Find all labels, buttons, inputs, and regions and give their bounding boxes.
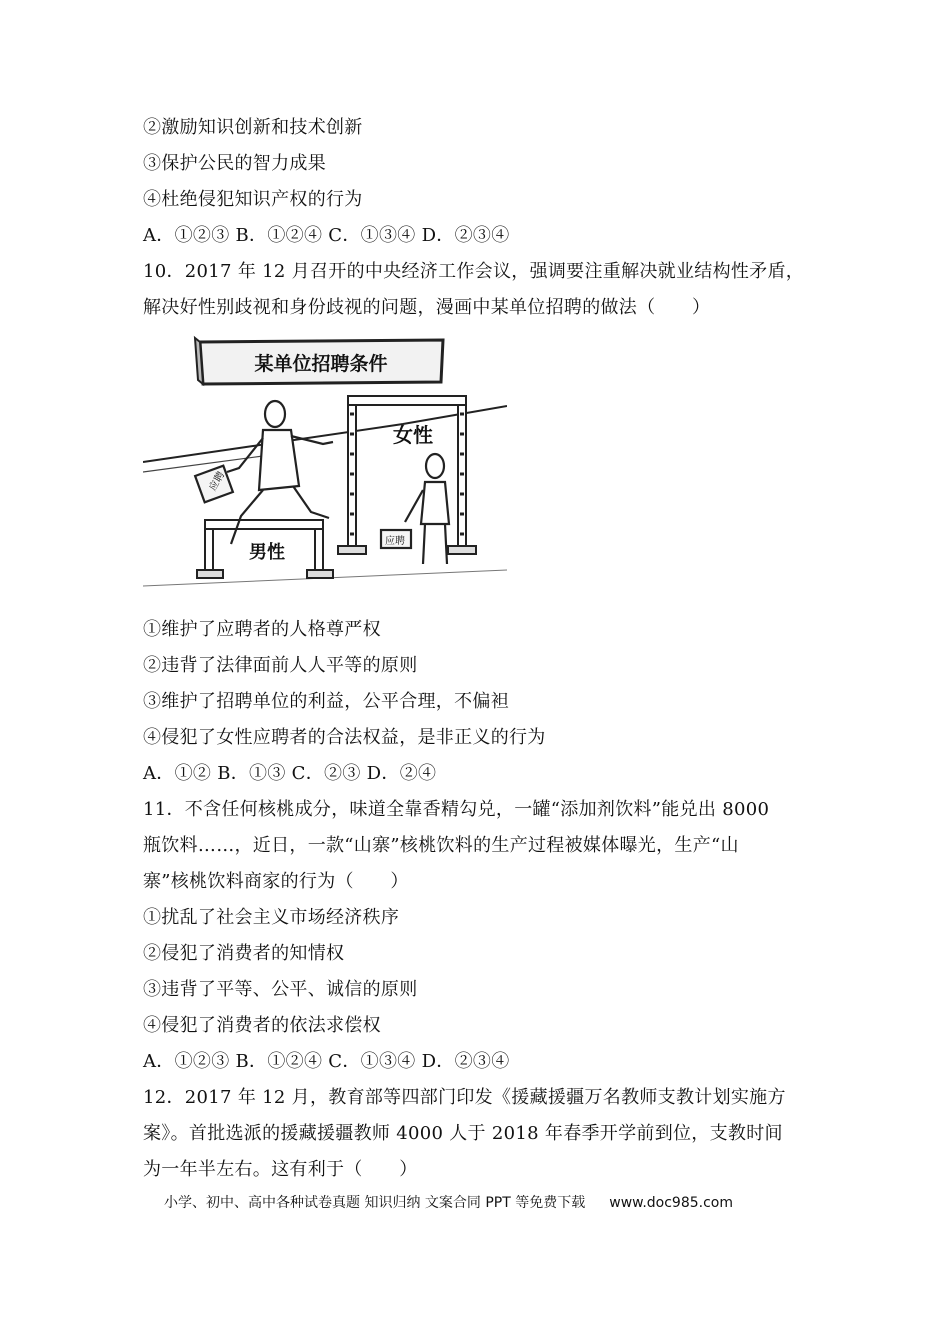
q9-answer-choices: A．①②③ B．①②④ C．①③④ D．②③④ bbox=[143, 225, 510, 246]
q9-option-3: ③保护公民的智力成果 bbox=[143, 153, 326, 174]
q11-stem-line-2: 瓶饮料……，近日，一款“山寨”核桃饮料的生产过程被媒体曝光，生产“山 bbox=[143, 835, 739, 856]
footer-url-link[interactable]: www.doc985.com bbox=[609, 1195, 733, 1211]
q10-option-1: ①维护了应聘者的人格尊严权 bbox=[143, 619, 381, 640]
male-paper-text: 应聘 bbox=[207, 470, 228, 493]
q10-option-2: ②违背了法律面前人人平等的原则 bbox=[143, 655, 418, 676]
q11-answer-choices: A．①②③ B．①②④ C．①③④ D．②③④ bbox=[143, 1051, 510, 1072]
q11-option-4: ④侵犯了消费者的依法求偿权 bbox=[143, 1015, 381, 1036]
q11-stem-line-3: 寨”核桃饮料商家的行为（ ） bbox=[143, 871, 409, 892]
q12-stem-line-2: 案》。首批选派的援藏援疆教师 4000 人于 2018 年春季开学前到位，支教时间 bbox=[143, 1123, 783, 1144]
male-hurdle-label: 男性 bbox=[249, 542, 285, 563]
q10-option-3: ③维护了招聘单位的利益，公平合理，不偏袒 bbox=[143, 691, 509, 712]
page-footer bbox=[164, 1192, 733, 1212]
female-paper-text: 应聘 bbox=[385, 536, 405, 547]
sign-text: 某单位招聘条件 bbox=[254, 353, 388, 375]
q12-stem-line-1: 12．2017 年 12 月，教育部等四部门印发《援藏援疆万名教师支教计划实施方 bbox=[143, 1087, 786, 1108]
q10-stem-line-1: 10．2017 年 12 月召开的中央经济工作会议，强调要注重解决就业结构性矛盾， bbox=[143, 261, 805, 282]
male-hurdle bbox=[197, 520, 333, 578]
female-gate-label: 女性 bbox=[393, 423, 433, 447]
q11-stem-line-1: 11．不含任何核桃成分，味道全靠香精勾兑，一罐“添加剂饮料”能兑出 8000 bbox=[143, 799, 770, 820]
recruitment-cartoon bbox=[143, 334, 507, 596]
q11-option-3: ③违背了平等、公平、诚信的原则 bbox=[143, 979, 418, 1000]
q12-stem-line-3: 为一年半左右。这有利于（ ） bbox=[143, 1159, 418, 1180]
footer-text: 小学、初中、高中各种试卷真题 知识归纳 文案合同 PPT 等免费下载 bbox=[164, 1195, 586, 1211]
q10-answer-choices: A．①② B．①③ C．②③ D．②④ bbox=[143, 763, 437, 784]
female-applicant bbox=[381, 454, 449, 564]
q9-option-4: ④杜绝侵犯知识产权的行为 bbox=[143, 189, 363, 210]
q11-option-1: ①扰乱了社会主义市场经济秩序 bbox=[143, 907, 400, 928]
q10-option-4: ④侵犯了女性应聘者的合法权益，是非正义的行为 bbox=[143, 727, 546, 748]
cartoon-sign bbox=[195, 338, 443, 384]
q10-stem-line-2: 解决好性别歧视和身份歧视的问题，漫画中某单位招聘的做法（ ） bbox=[143, 297, 711, 318]
q11-option-2: ②侵犯了消费者的知情权 bbox=[143, 943, 345, 964]
q9-option-2: ②激励知识创新和技术创新 bbox=[143, 117, 363, 138]
